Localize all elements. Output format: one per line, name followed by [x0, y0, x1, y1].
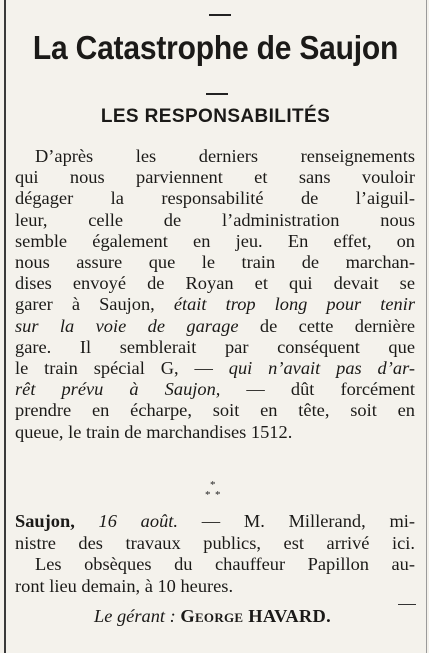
news-line [15, 511, 415, 533]
news-text: — M. Millerand, mi- [177, 511, 415, 531]
body-line [15, 294, 415, 315]
signature-name: George HAVARD. [180, 606, 331, 626]
top-separator-rule [209, 14, 231, 16]
column-rule-right [426, 0, 427, 653]
body-line [15, 379, 415, 400]
asterisk-icon: * [205, 489, 211, 501]
asterisk-icon: * [210, 479, 216, 491]
news-brief [15, 511, 415, 597]
column-rule-left [4, 0, 6, 653]
asterism-separator [196, 478, 236, 508]
body-line: dégager la responsabilité de l’aiguil- [15, 188, 415, 209]
news-line: nistre des travaux publics, est arrivé ici. [15, 532, 415, 553]
headline-separator-rule [206, 93, 228, 95]
article-subhead: LES RESPONSABILITÉS [100, 106, 331, 127]
body-line: gare. Il semblerait par conséquent que [15, 336, 415, 357]
news-place: Saujon, [15, 511, 75, 531]
body-text-italic: qui n’avait pas d’ar- [228, 358, 415, 379]
body-text-italic: sur la voie de garage [15, 315, 239, 336]
body-line: D’après les derniers renseignements [35, 146, 415, 166]
news-line: ront lieu demain, à 10 heures. [15, 575, 234, 596]
news-date: 16 août. [98, 511, 178, 531]
asterisk-icon: * [215, 489, 221, 501]
body-line: leur, celle de l’administration nous [15, 209, 415, 230]
body-text-plain: le train spécial G, — [15, 358, 229, 379]
article-headline: La Catastrophe de Saujon [32, 30, 399, 67]
body-line: dises envoyé de Royan et qui devait se [15, 273, 415, 294]
article-body [15, 146, 415, 443]
body-line: qui nous parviennent et sans vouloir [15, 167, 415, 188]
news-line: Les obsèques du chauffeur Papillon au- [35, 554, 415, 575]
signature-label: Le gérant : [94, 606, 176, 626]
body-text-italic: était trop long pour tenir [173, 294, 415, 315]
body-text-italic: rêt prévu à Saujon, [15, 379, 221, 400]
body-text-plain: de cette dernière [238, 315, 415, 336]
body-line: semble également en jeu. En effet, on [15, 230, 415, 251]
signature-rule [398, 604, 416, 605]
body-text-plain: garer à Saujon, [15, 294, 174, 315]
body-text-plain: — dût forcément [220, 379, 415, 400]
signature [94, 606, 394, 627]
body-line [15, 358, 415, 379]
body-line: nous assure que le train de marchan- [15, 252, 415, 273]
body-line [15, 316, 415, 337]
body-line: queue, le train de marchandises 1512. [15, 421, 293, 442]
body-line: prendre en écharpe, soit en tête, soit en [15, 400, 415, 421]
